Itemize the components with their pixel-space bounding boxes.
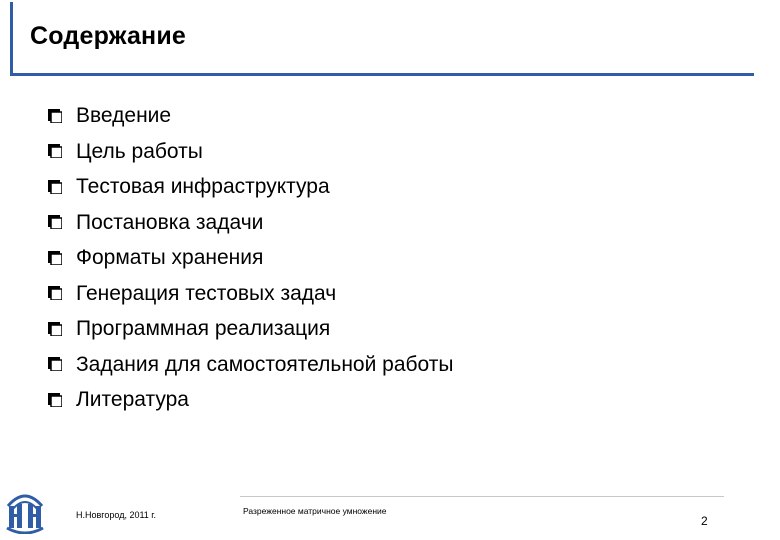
title-frame-bottom-border [10,73,754,76]
title-frame-left-border [10,2,13,76]
toc-item [48,311,454,347]
university-logo-icon [4,484,46,539]
toc-item [48,347,454,383]
checkbox-square-icon [48,144,62,158]
toc-item-label: Задания для самостоятельной работы [76,352,454,376]
toc-item [48,240,454,276]
page-number: 2 [701,514,708,528]
toc-item [48,382,454,418]
toc-item [48,169,454,205]
toc-item-label: Программная реализация [76,317,331,341]
toc-item-label: Литература [76,388,189,412]
toc-item-label: Генерация тестовых задач [76,281,337,305]
slide-title: Содержание [30,22,187,50]
checkbox-square-icon [48,180,62,194]
checkbox-square-icon [48,109,62,123]
toc-item-label: Введение [76,104,172,128]
footer-topic: Разреженное матричное умножение [243,506,387,516]
toc-item [48,205,454,241]
table-of-contents [48,98,454,418]
toc-item-label: Форматы хранения [76,246,264,270]
toc-item-label: Постановка задачи [76,210,264,234]
footer-location-date: Н.Новгород, 2011 г. [76,510,156,520]
toc-item [48,134,454,170]
toc-item [48,276,454,312]
footer-divider [240,496,724,497]
checkbox-square-icon [48,322,62,336]
toc-item-label: Тестовая инфраструктура [76,175,330,199]
toc-item-label: Цель работы [76,139,203,163]
checkbox-square-icon [48,251,62,265]
checkbox-square-icon [48,286,62,300]
checkbox-square-icon [48,357,62,371]
checkbox-square-icon [48,215,62,229]
checkbox-square-icon [48,393,62,407]
toc-item [48,98,454,134]
